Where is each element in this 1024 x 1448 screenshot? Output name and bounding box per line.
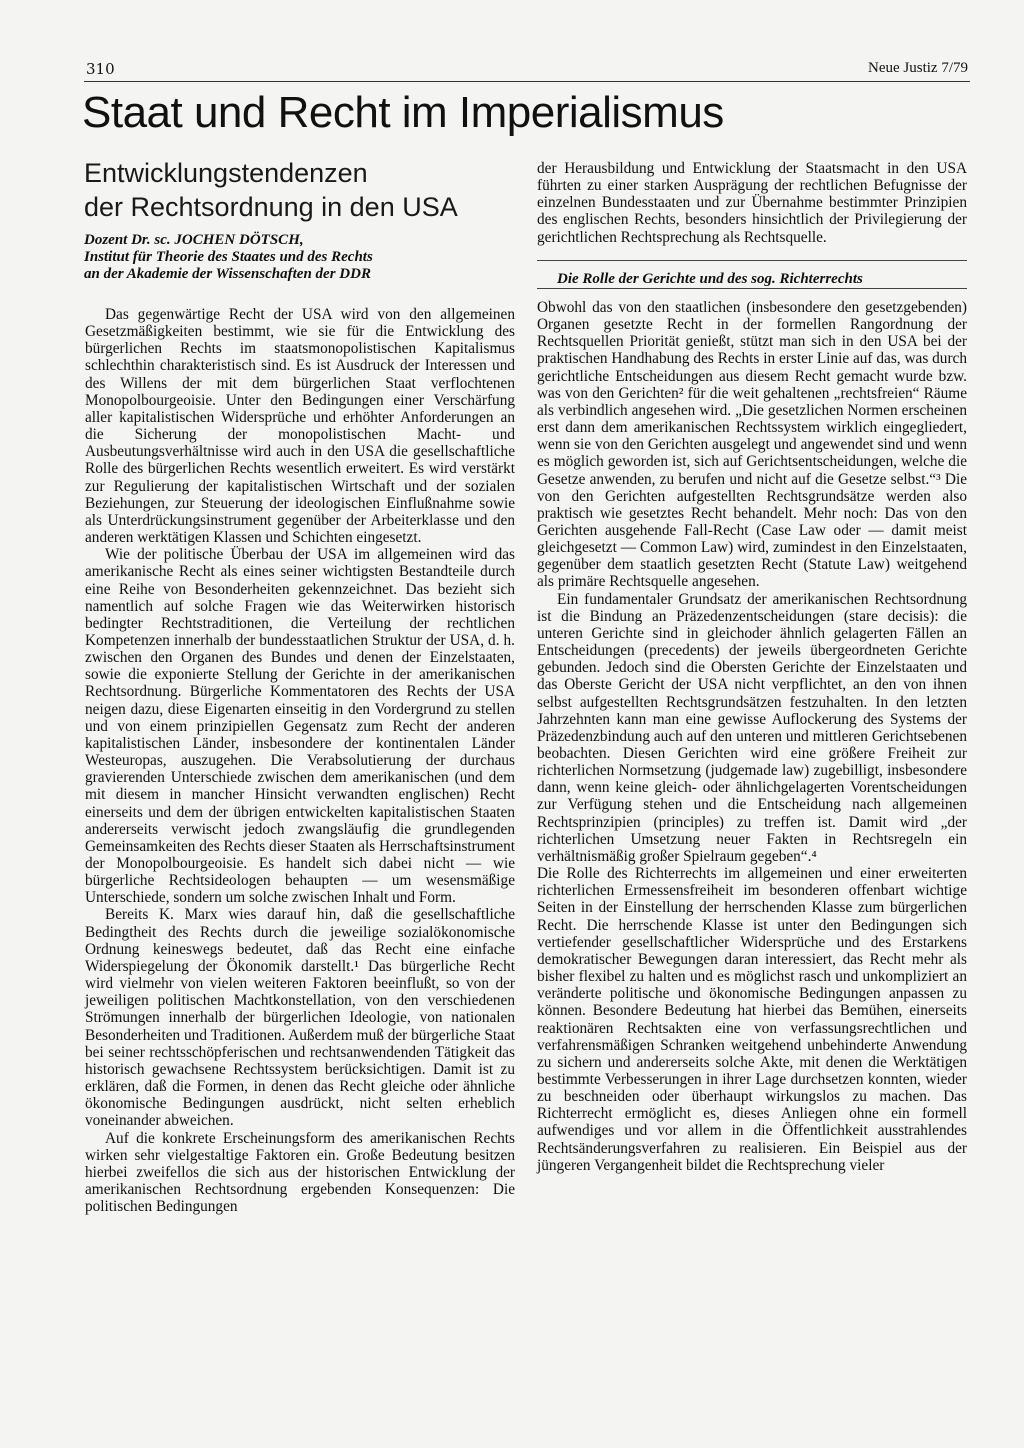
article-title-line1: Entwicklungstendenzen	[84, 158, 368, 188]
paragraph: Obwohl das von den staatlichen (insbesondere den gesetzgebenden) Organen gesetzte Recht in der formellen Rangordnung der Rechtsquellen Priorität genießt, stützt man sich in den USA bei der praktischen Handhabung des Rechts in erster Linie auf das, was durch gerichtliche Entscheidungen aus diesem Recht gemacht wurde bzw. was von den Gerichten² für die weit gehaltenen „rechtsfreien“ Räume als verbindlich angesehen wird. „Die gesetzlichen Normen erscheinen erst dann dem amerikanischen Rechtssystem wirklich eingegliedert, wenn sie von den Gerichten ausgelegt und angewendet sind und wenn es möglich geworden ist, sich auf Gerichtsentscheidungen, welche die Gesetze anwenden, zu berufen und nicht auf die Gesetze selbst.“³ Die von den Gerichten aufgestellten Rechtsgrundsätze werden also praktisch wie gesetztes Recht behandelt. Mehr noch: Das von den Gerichten ausgehende Fall-Recht (Case Law oder — damit meist gleichgesetzt — Common Law) wird, zumindest in den Einzelstaaten, gegenüber dem staatlich gesetzten Recht (Statute Law) weitgehend als primäre Rechtsquelle angesehen.	[537, 298, 967, 591]
page-number: 310	[86, 60, 115, 78]
author-institute: Institut für Theorie des Staates und des Rechts	[84, 249, 373, 265]
header-rule	[84, 81, 970, 82]
article-title	[84, 156, 458, 224]
author-academy: an der Akademie der Wissenschaften der DDR	[84, 266, 371, 282]
paragraph: Die Rolle des Richterrechts im allgemeinen und einer erweiterten richterlichen Ermessensfreiheit im besonderen offenbart wichtige Seiten in der Einstellung der herrschenden Klasse zum bürgerlichen Recht. Die herrschende Klasse ist unter den Bedingungen sich vertiefender gesellschaftlicher Widersprüche und des Erstarkens demokratischer Bewegungen daran interessiert, das Recht mehr als bisher flexibel zu halten und es möglichst rasch und unkompliziert an veränderte politische und ökonomische Bedingungen anpassen zu können. Besondere Bedeutung hat hierbei das Bemühen, einerseits reaktionären Rechtsakten eine von verfassungsrechtlichen und verfahrensmäßigen Schranken weitgehend unbehinderte Anwendung zu sichern und andererseits solche Akte, mit denen die Werktätigen bestimmte Verbesserungen in ihrer Lage durchsetzen konnten, wieder zu beschneiden oder überhaupt wirkungslos zu machen. Das Richterrecht ermöglicht es, dieses Anliegen ohne ein formell aufwendiges und vor allem in die Öffentlichkeit ausstrahlendes Rechtsänderungsverfahren zu realisieren. Ein Beispiel aus der jüngeren Vergangenheit bildet die Rechtsprechung vieler	[537, 865, 967, 1174]
paragraph: der Herausbildung und Entwicklung der Staatsmacht in den USA führten zu einer starken Ausprägung der rechtlichen Befugnisse der einzelnen Bundesstaaten und zur Übernahme bestimmter Prinzipien des englischen Rechts, besonders hinsichtlich der Privilegierung der gerichtlichen Rechtsprechung als Rechtsquelle.	[537, 160, 967, 246]
left-column	[85, 306, 515, 1215]
paragraph: Bereits K. Marx wies darauf hin, daß die gesellschaftliche Bedingtheit des Rechts durch die jeweilige sozialökonomische Ordnung keineswegs bedeutet, daß das Recht eine einfache Widerspiegelung der Ökonomik darstellt.¹ Das bürgerliche Recht wird vielmehr von vielen weiteren Faktoren beeinflußt, so von der jeweiligen politischen Machtkonstellation, von den verschiedenen Strömungen innerhalb der bürgerlichen Ideologie, von nationalen Besonderheiten und Traditionen. Außerdem muß der bürgerliche Staat bei seiner rechtsschöpferischen und rechtsanwendenden Tätigkeit das historisch gewachsene Rechtssystem berücksichtigen. Damit ist zu erklären, daß die Formen, in denen das Recht gleiche oder ähnliche ökonomische Bedingungen ausdrückt, nicht selten erheblich voneinander abweichen.	[85, 906, 515, 1130]
subheading: Die Rolle der Gerichte und des sog. Richterrechts	[557, 270, 863, 287]
article-title-line2: der Rechtsordnung in den USA	[84, 192, 458, 222]
section-title: Staat und Recht im Imperialismus	[82, 88, 724, 137]
author-block	[84, 232, 504, 283]
subheading-rule	[537, 260, 967, 261]
paragraph: Wie der politische Überbau der USA im allgemeinen wird das amerikanische Recht als eines seiner wichtigsten Bestandteile durch eine Reihe von Besonderheiten gekennzeichnet. Das bezieht sich namentlich auf solche Fragen wie das Weiterwirken historisch bedingter Rechtstraditionen, die Verteilung der rechtlichen Kompetenzen innerhalb der bundesstaatlichen Struktur der USA, d. h. zwischen den Organen des Bundes und denen der Einzelstaaten, sowie die exponierte Stellung der Gerichte in der amerikanischen Rechtsordnung. Bürgerliche Kommentatoren des Rechts der USA neigen dazu, diese Eigenarten einseitig in den Vordergrund zu stellen und von einem prinzipiellen Gegensatz zum Recht der anderen kapitalistischen Länder, insbesondere der kontinentalen Länder Westeuropas, auszugehen. Die Verabsolutierung der durchaus gravierenden Unterschiede zwischen dem amerikanischen (und dem mit diesem in mancher Hinsicht verwandten englischen) Recht einerseits und dem der übrigen entwickelten kapitalistischen Staaten andererseits verwischt jedoch zwangsläufig die grundlegenden Gemeinsamkeiten des Rechts dieser Staaten als Herrschaftsinstrument der Monopolbourgeoisie. Es handelt sich dabei nicht — wie bürgerliche Rechtsideologen behaupten — um wesensmäßige Unterschiede, sondern um solche zwischen Inhalt und Form.	[85, 546, 515, 907]
journal-issue: Neue Justiz 7/79	[868, 60, 968, 76]
paragraph: Das gegenwärtige Recht der USA wird von den allgemeinen Gesetzmäßigkeiten bestimmt, wie sie für die Entwicklung des bürgerlichen Rechts im staatsmonopolistischen Kapitalismus schlechthin charakteristisch sind. Es ist Ausdruck der Interessen und des Willens der mit dem bürgerlichen Staat verflochtenen Monopolbourgeoisie. Unter den Bedingungen einer Verschärfung aller kapitalistischen Widersprüche und erhöhter Anforderungen an die Sicherung der monopolistischen Macht- und Ausbeutungsverhältnisse wird auch in den USA die gesellschaftliche Rolle des bürgerlichen Rechts wesentlich erweitert. Es wird verstärkt zur Regulierung der kapitalistischen Wirtschaft und der sozialen Beziehungen, zur Steuerung der ideologischen Einflußnahme sowie als Unterdrückungsinstrument gegenüber der Arbeiterklasse und den anderen werktätigen Klassen und Schichten eingesetzt.	[85, 306, 515, 547]
right-column	[537, 160, 967, 1174]
paragraph: Ein fundamentaler Grundsatz der amerikanischen Rechtsordnung ist die Bindung an Präzedenzentscheidungen (stare decisis): die unteren Gerichte sind in gleichoder ähnlich gelagerten Fällen an Entscheidungen (precedents) der jeweils übergeordneten Gerichte gebunden. Jedoch sind die Obersten Gerichte der Einzelstaaten und das Oberste Gericht der USA nicht verpflichtet, an den von ihnen selbst aufgestellten Rechtsgrundsätzen festzuhalten. In den letzten Jahrzehnten kann man eine gewisse Auflockerung des Systems der Präzedenzbindung auch auf den unteren und mittleren Gerichtsebenen beobachten. Diesen Gerichten wird eine größere Freiheit zur richterlichen Normsetzung (judgemade law) zugebilligt, insbesondere dann, wenn keine gleich- oder ähnlichgelagerten Vorentscheidungen zur Verfügung stehen und die Entscheidung nach allgemeinen Rechtsprinzipien (principles) zu treffen ist. Damit wird „der richterlichen Umsetzung neuer Fakten in Rechtsregeln ein verhältnismäßig großer Spielraum gegeben“.⁴	[537, 590, 967, 865]
subheading-rule	[537, 288, 967, 289]
paragraph: Auf die konkrete Erscheinungsform des amerikanischen Rechts wirken sehr vielgestaltige Faktoren ein. Große Bedeutung besitzen hierbei zweifellos die sich aus der historischen Entwicklung der amerikanischen Rechtsordnung ergebenden Konsequenzen: Die politischen Bedingungen	[85, 1129, 515, 1216]
author-name: Dozent Dr. sc. JOCHEN DÖTSCH,	[84, 232, 304, 248]
